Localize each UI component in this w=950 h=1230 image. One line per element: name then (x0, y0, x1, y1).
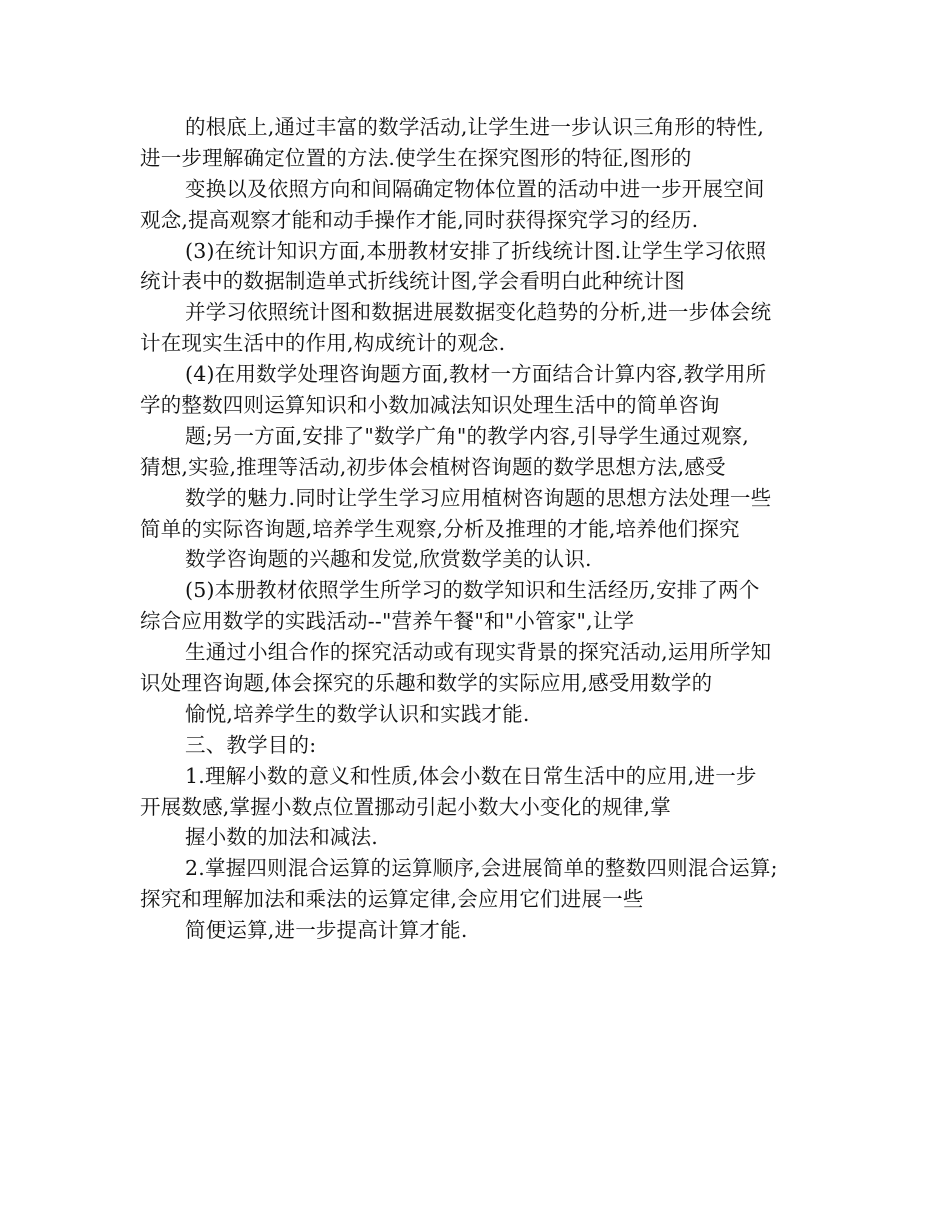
text-line: 识处理咨询题,体会探究的乐趣和数学的实际应用,感受用数学的 (140, 671, 713, 696)
text-line: 观念,提高观察才能和动手操作才能,同时获得探究学习的经历. (140, 207, 699, 232)
text-line: 综合应用数学的实践活动--"营养午餐"和"小管家",让学 (140, 609, 635, 634)
text-line: 进一步理解确定位置的方法.使学生在探究图形的特征,图形的 (140, 145, 692, 170)
text-line: 数学咨询题的兴趣和发觉,欣赏数学美的认识. (185, 547, 592, 572)
text-line: (3)在统计知识方面,本册教材安排了折线统计图.让学生学习依照 (185, 238, 767, 263)
text-line: (4)在用数学处理咨询题方面,教材一方面结合计算内容,教学用所 (185, 362, 767, 387)
text-line: 探究和理解加法和乘法的运算定律,会应用它们进展一些 (140, 887, 644, 912)
text-line: 握小数的加法和减法. (185, 825, 379, 850)
text-line: 三、教学目的: (185, 732, 317, 757)
text-line: 简单的实际咨询题,培养学生观察,分析及推理的才能,培养他们探究 (140, 516, 740, 541)
text-line: 开展数感,掌握小数点位置挪动引起小数大小变化的规律,掌 (140, 794, 671, 819)
text-line: 生通过小组合作的探究活动或有现实背景的探究活动,运用所学知 (185, 640, 772, 665)
text-line: 愉悦,培养学生的数学认识和实践才能. (185, 701, 530, 726)
text-line: 简便运算,进一步提高计算才能. (185, 918, 468, 943)
text-line: 猜想,实验,推理等活动,初步体会植树咨询题的数学思想方法,感受 (140, 454, 726, 479)
text-line: 2.掌握四则混合运算的运算顺序,会进展简单的整数四则混合运算; (185, 856, 778, 881)
text-line: (5)本册教材依照学生所学习的数学知识和生活经历,安排了两个 (185, 578, 760, 603)
text-line: 数学的魅力.同时让学生学习应用植树咨询题的思想方法处理一些 (185, 485, 772, 510)
text-line: 计在现实生活中的作用,构成统计的观念. (140, 331, 506, 356)
text-line: 1.理解小数的意义和性质,体会小数在日常生活中的应用,进一步 (185, 763, 757, 788)
text-line: 统计表中的数据制造单式折线统计图,学会看明白此种统计图 (140, 269, 685, 294)
document-body (140, 112, 820, 946)
text-line: 题;另一方面,安排了"数学广角"的教学内容,引导学生通过观察, (185, 423, 750, 448)
text-line: 学的整数四则运算知识和小数加减法知识处理生活中的简单咨询 (140, 393, 720, 418)
text-line: 的根底上,通过丰富的数学活动,让学生进一步认识三角形的特性, (185, 115, 765, 139)
text-line: 变换以及依照方向和间隔确定物体位置的活动中进一步开展空间 (185, 176, 765, 201)
text-line: 并学习依照统计图和数据进展数据变化趋势的分析,进一步体会统 (185, 300, 772, 325)
